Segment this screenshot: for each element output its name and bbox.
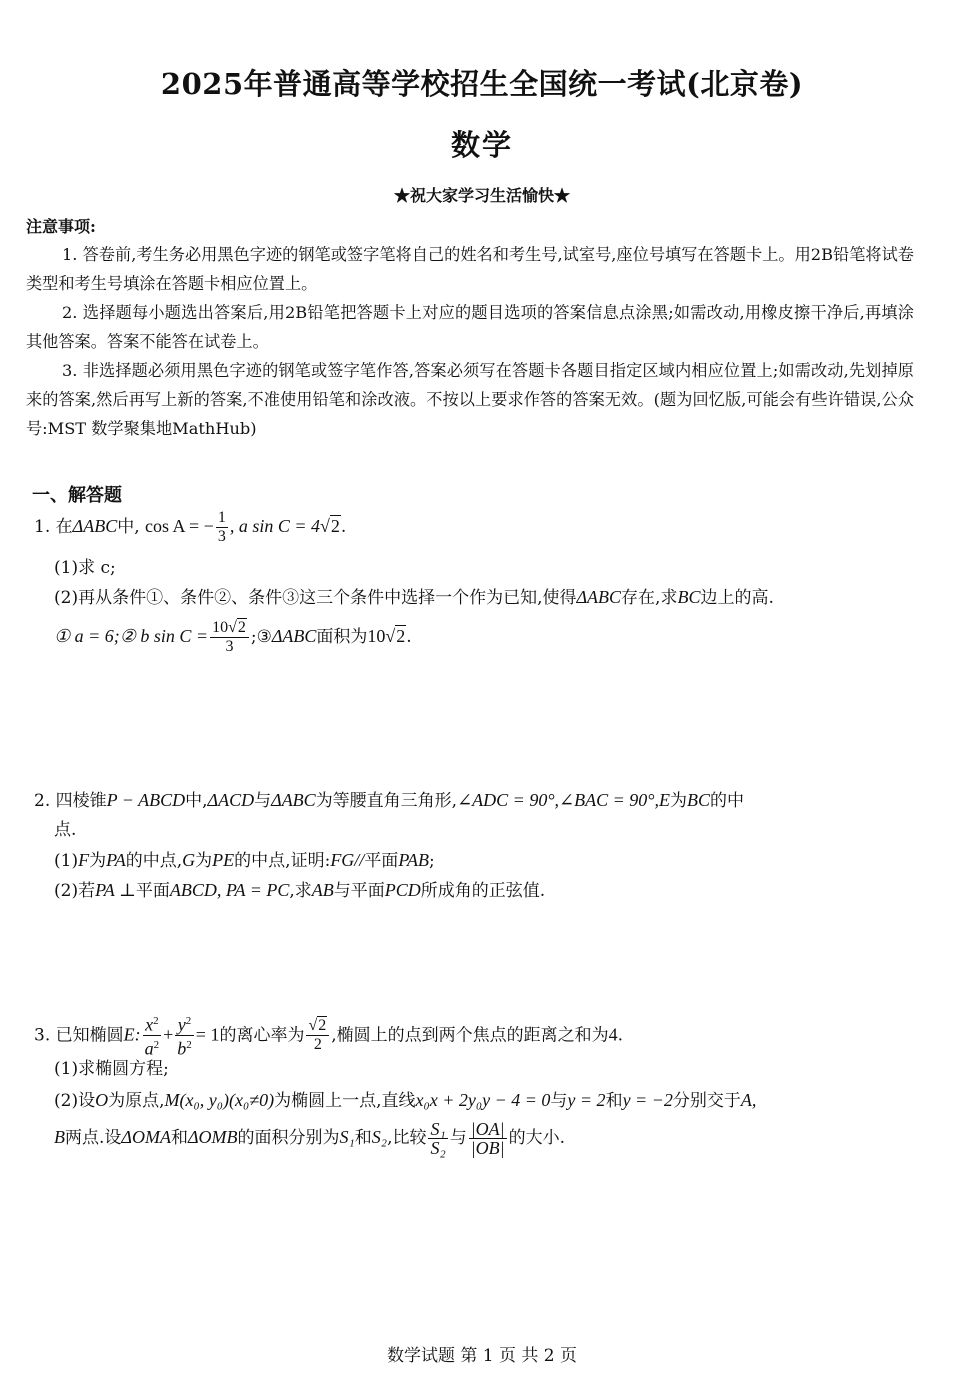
q3-part2-cont: B两点.设ΔOMA和ΔOMB的面积分别为S₁和S₂,比较 $\frac{\text{S₁}}{\text{S₂}}$ 与 $\frac{|OA|}{|OB|}$ 的大小. xyxy=(54,1119,566,1158)
q1-part2: (2)再从条件①、条件②、条件③这三个条件中选择一个作为已知,使得ΔABC存在,求BC边上的高. xyxy=(54,587,774,608)
q2-part2: (2)若PA ⊥平面ABCD, PA = PC,求AB与平面PCD所成角的正弦值. xyxy=(54,880,546,901)
notice-item-2: 2. 选择题每小题选出答案后,用2B铅笔把答题卡上对应的题目选项的答案信息点涂黑;如需改动,用橡皮擦干净后,再填涂其他答案。答案不能答在试卷上。 xyxy=(26,303,914,351)
notice-title: 注意事项: xyxy=(26,217,96,236)
q1-conditions: ① a = 6;② b sin C = $\frac{10√2}{3}$ ;③ΔABC面积为10√2. xyxy=(54,619,412,655)
notice-item-3: 3. 非选择题必须用黑色字迹的钢笔或签字笔作答,答案必须写在答题卡各题目指定区域内相应位置上;如需改动,先划掉原来的答案,然后再写上新的答案,不准使用铅笔和涂改液。不按以上要求作答的答案无效。(题为回忆版,可能会有些许错误,公众号:MST 数学聚集地MathHub) xyxy=(26,361,914,438)
q2-stem-cont: 点. xyxy=(54,820,77,840)
section-heading: 一、解答题 xyxy=(32,485,122,506)
wish-line: ★祝大家学习生活愉快★ xyxy=(393,186,570,205)
notice-item-1: 1. 答卷前,考生务必用黑色字迹的钢笔或签字笔将自己的姓名和考生号,试室号,座位号填写在答题卡上。用2B铅笔将试卷类型和考生号填涂在答题卡相应位置上。 xyxy=(26,245,914,293)
q2-part1: (1)F为PA的中点,G为PE的中点,证明:FG//平面PAB; xyxy=(54,850,435,871)
page-footer: 数学试题 第 1 页 共 2 页 xyxy=(386,1346,578,1366)
subject-title: 数学 xyxy=(450,128,513,162)
q2-stem: 2. 四棱锥P − ABCD中,ΔACD与ΔABC为等腰直角三角形,∠ADC = 90°,∠BAC = 90°,E为BC的中 xyxy=(34,790,744,811)
page-title: 2025年普通高等学校招生全国统一考试(北京卷) xyxy=(160,67,804,101)
q3-part1: (1)求椭圆方程; xyxy=(54,1059,169,1079)
q1-part1: (1)求 c; xyxy=(54,558,116,578)
q3-part2: (2)设O为原点,M(x₀, y₀)(x₀≠0)为椭圆上一点,直线x₀x + 2y₀y − 4 = 0与y = 2和y = −2分别交于A, xyxy=(54,1090,757,1111)
q1-stem: 1. 在ΔABC中, cos A = − $\frac{1}{3}$ , a sin C = 4√2. xyxy=(34,509,347,545)
q3-stem: 3. 已知椭圆E: $\frac{x^2}{a^2}$ + $\frac{y^2}{b^2}$ = 1的离心率为 $\frac{√2}{2}$ ,椭圆上的点到两个焦点的距离之和为4. xyxy=(34,1012,623,1060)
